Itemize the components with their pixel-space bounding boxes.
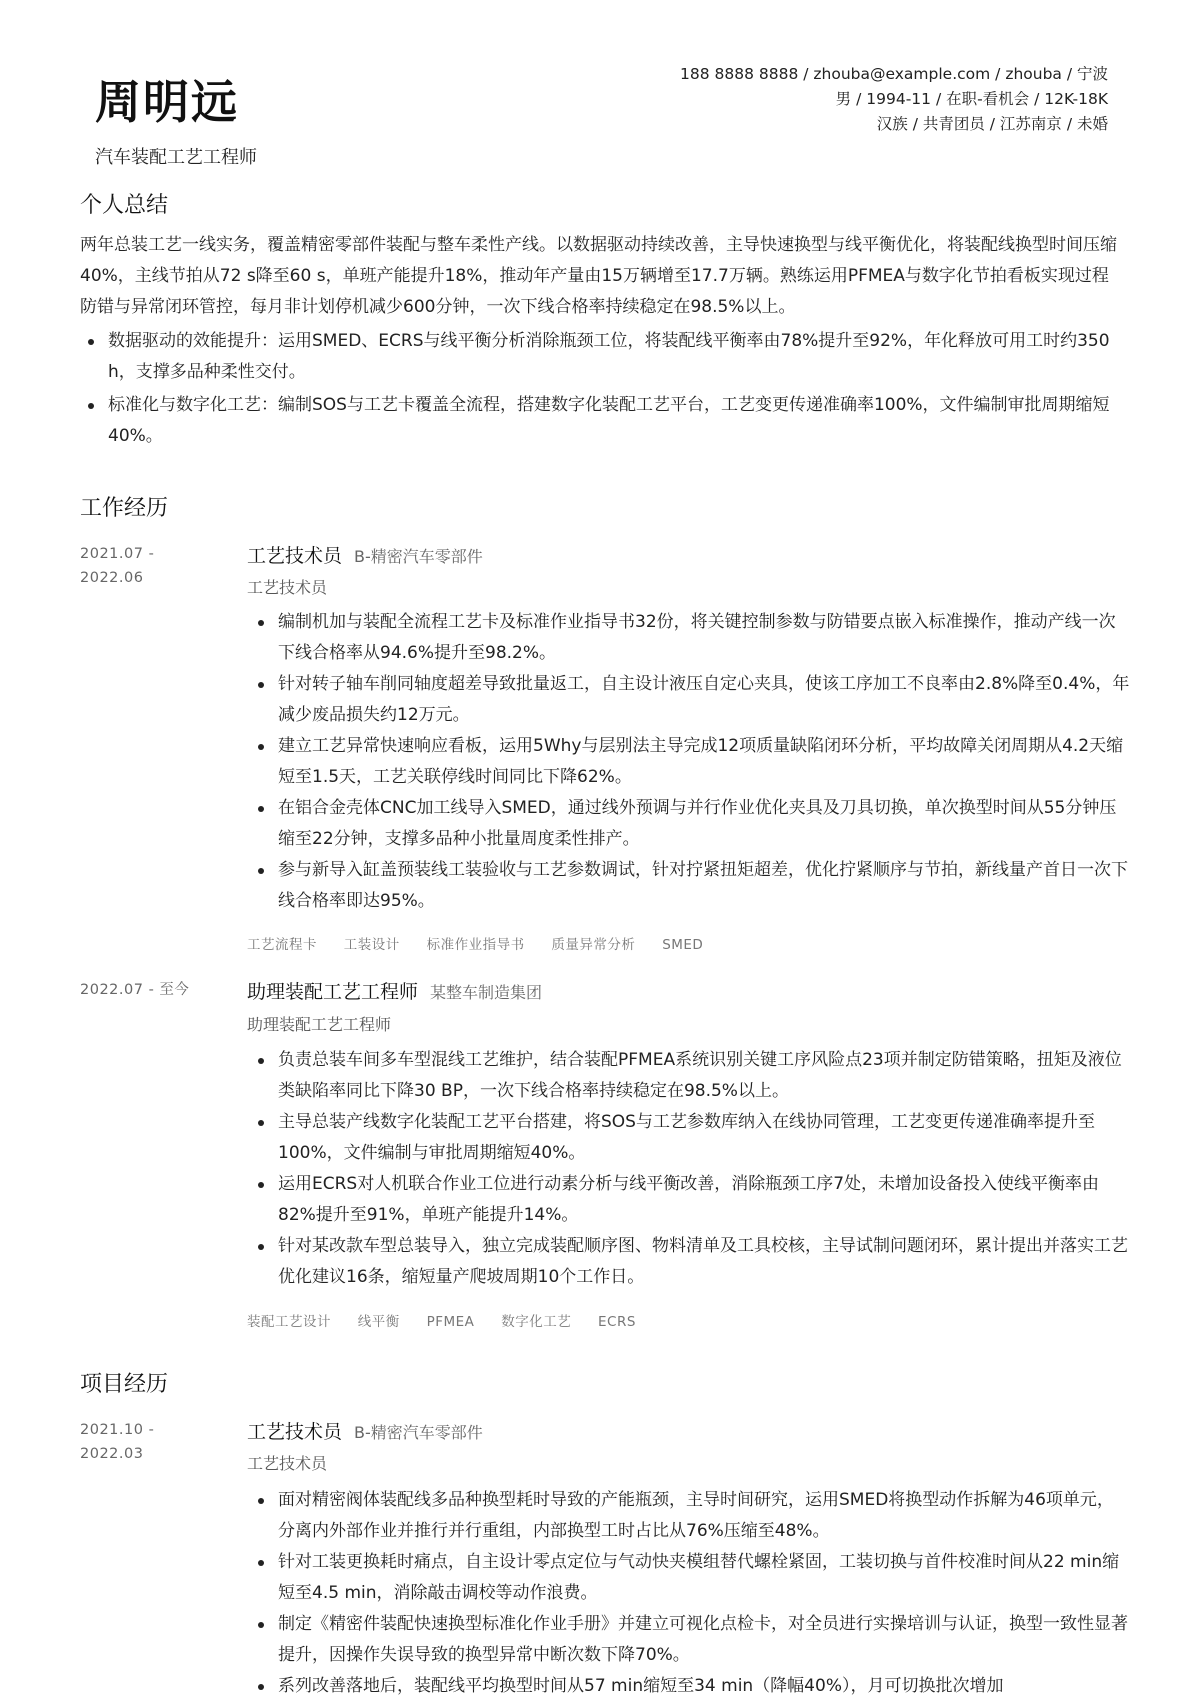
- skill-tag: 标准作业指导书: [426, 937, 525, 953]
- work-bullet: 在铝合金壳体CNC加工线导入SMED，通过线外预调与并行作业优化夹具及刀具切换，单次换型时间从55分钟压缩至22分钟，支撑多品种小批量周度柔性排产。: [250, 793, 1130, 855]
- skill-tag: 质量异常分析: [551, 937, 636, 953]
- date-start: 2022.07 - 至今: [80, 982, 190, 998]
- skill-tag: 装配工艺设计: [247, 1314, 331, 1330]
- skill-tag: 工装设计: [343, 937, 400, 953]
- work-entry-1-bullets: [250, 607, 1130, 917]
- summary-paragraph: 两年总装工艺一线实务，覆盖精密零部件装配与整车柔性产线。以数据驱动持续改善，主导快速换型与线平衡优化，将装配线换型时间压缩40%，主线节拍从72 s降至60 s，单班产能提升18%，推动年产量由15万辆增至17.7万辆。熟练运用PFMEA与数字化节拍看板实现过程防错与异常闭环管控，每月非计划停机减少600分钟，一次下线合格率持续稳定在98.5%以上。: [80, 235, 1117, 317]
- work-bullet: 运用ECRS对人机联合作业工位进行动素分析与线平衡改善，消除瓶颈工序7处，未增加设备投入使线平衡率由82%提升至91%，单班产能提升14%。: [250, 1169, 1130, 1231]
- candidate-role: 汽车装配工艺工程师: [95, 147, 257, 168]
- position-title: 工艺技术员: [247, 545, 343, 567]
- project-bullet: 面对精密阀体装配线多品种换型耗时导致的产能瓶颈，主导时间研究，运用SMED将换型动作拆解为46项单元，分离内外部作业并推行并行重组，内部换型工时占比从76%压缩至48%。: [250, 1485, 1130, 1547]
- work-entry-1-tags: [247, 933, 725, 953]
- work-entry-1-subtitle: 工艺技术员: [247, 578, 328, 597]
- work-bullet: 针对转子轴车削同轴度超差导致批量返工，自主设计液压自定心夹具，使该工序加工不良率由2.8%降至0.4%，年减少废品损失约12万元。: [250, 669, 1130, 731]
- work-entry-1-header: [247, 541, 483, 568]
- projects-title: 项目经历: [80, 1372, 169, 1397]
- company-name: 某整车制造集团: [430, 983, 543, 1002]
- project-entry-1-bullets: [250, 1485, 1130, 1702]
- work-bullet: 负责总装车间多车型混线工艺维护，结合装配PFMEA系统识别关键工序风险点23项并制定防错策略，扭矩及液位类缺陷率同比下降30 BP，一次下线合格率持续稳定在98.5%以上。: [250, 1045, 1130, 1107]
- work-title: 工作经历: [80, 496, 169, 521]
- work-bullet: 主导总装产线数字化装配工艺平台搭建，将SOS与工艺参数库纳入在线协同管理，工艺变更传递准确率提升至100%，文件编制与审批周期缩短40%。: [250, 1107, 1130, 1169]
- date-start: 2021.07 -: [80, 546, 155, 562]
- position-title: 工艺技术员: [247, 1421, 343, 1443]
- company-name: B-精密汽车零部件: [354, 1423, 483, 1442]
- skill-tag: 线平衡: [357, 1314, 400, 1330]
- work-entry-1-date: [80, 542, 154, 590]
- skill-tag: 数字化工艺: [501, 1314, 572, 1330]
- skill-tag: PFMEA: [426, 1314, 475, 1330]
- candidate-name: 周明远: [95, 75, 239, 129]
- work-bullet: 参与新导入缸盖预装线工装验收与工艺参数调试，针对拧紧扭矩超差，优化拧紧顺序与节拍，新线量产首日一次下线合格率即达95%。: [250, 855, 1130, 917]
- work-bullet: 建立工艺异常快速响应看板，运用5Why与层别法主导完成12项质量缺陷闭环分析，平均故障关闭周期从4.2天缩短至1.5天，工艺关联停线时间同比下降62%。: [250, 731, 1130, 793]
- skill-tag: ECRS: [598, 1314, 636, 1330]
- project-entry-1-header: [247, 1417, 483, 1444]
- summary-bullet: 标准化与数字化工艺：编制SOS与工艺卡覆盖全流程，搭建数字化装配工艺平台，工艺变更传递准确率100%，文件编制审批周期缩短40%。: [80, 390, 1120, 452]
- project-bullet: 系列改善落地后，装配线平均换型时间从57 min缩短至34 min（降幅40%），月可切换批次增加: [250, 1671, 1130, 1702]
- work-bullet: 针对某改款车型总装导入，独立完成装配顺序图、物料清单及工具校核，主导试制问题闭环，累计提出并落实工艺优化建议16条，缩短量产爬坡周期10个工作日。: [250, 1231, 1130, 1293]
- contact-line-2: 男 / 1994-11 / 在职-看机会 / 12K-18K: [835, 90, 1108, 108]
- work-entry-2-header: [247, 977, 542, 1004]
- work-entry-2-subtitle: 助理装配工艺工程师: [247, 1015, 392, 1034]
- work-entry-2-date: [80, 978, 189, 1002]
- contact-info: [508, 62, 1108, 137]
- summary-bullet-list: [80, 326, 1120, 452]
- summary-title: 个人总结: [80, 193, 169, 218]
- project-entry-1-subtitle: 工艺技术员: [247, 1454, 328, 1473]
- work-entry-2-tags: [247, 1310, 658, 1330]
- date-start: 2021.10 -: [80, 1422, 155, 1438]
- position-title: 助理装配工艺工程师: [247, 981, 419, 1003]
- company-name: B-精密汽车零部件: [354, 547, 483, 566]
- skill-tag: SMED: [662, 937, 704, 953]
- skill-tag: 工艺流程卡: [247, 937, 317, 953]
- work-bullet: 编制机加与装配全流程工艺卡及标准作业指导书32份，将关键控制参数与防错要点嵌入标准操作，推动产线一次下线合格率从94.6%提升至98.2%。: [250, 607, 1130, 669]
- date-end: 2022.06: [80, 570, 144, 586]
- date-end: 2022.03: [80, 1446, 144, 1462]
- summary-bullet: 数据驱动的效能提升：运用SMED、ECRS与线平衡分析消除瓶颈工位，将装配线平衡率由78%提升至92%，年化释放可用工时约350 h，支撑多品种柔性交付。: [80, 326, 1120, 388]
- project-entry-1-date: [80, 1418, 154, 1466]
- project-bullet: 针对工装更换耗时痛点，自主设计零点定位与气动快夹模组替代螺栓紧固，工装切换与首件校准时间从22 min缩短至4.5 min，消除敲击调校等动作浪费。: [250, 1547, 1130, 1609]
- project-bullet: 制定《精密件装配快速换型标准化作业手册》并建立可视化点检卡，对全员进行实操培训与认证，换型一致性显著提升，因操作失误导致的换型异常中断次数下降70%。: [250, 1609, 1130, 1671]
- work-entry-2-bullets: [250, 1045, 1130, 1293]
- contact-line-3: 汉族 / 共青团员 / 江苏南京 / 未婚: [876, 115, 1108, 133]
- contact-line-1: 188 8888 8888 / zhouba@example.com / zhouba / 宁波: [679, 65, 1108, 83]
